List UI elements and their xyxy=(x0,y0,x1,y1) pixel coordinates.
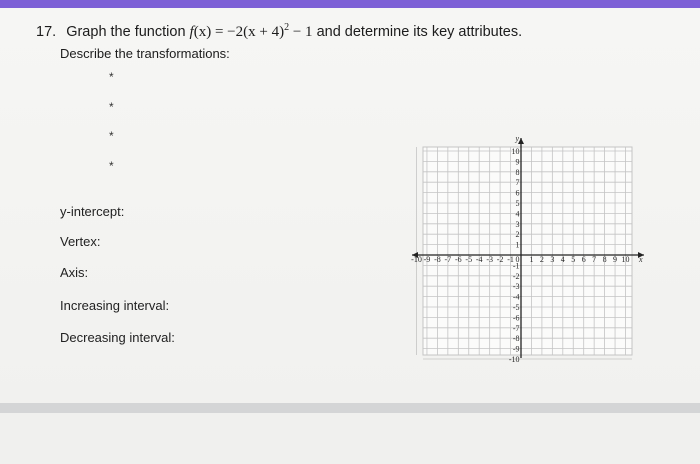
x-tick-label: 3 xyxy=(550,255,555,264)
y-tick-label: -6 xyxy=(512,313,520,323)
y-tick-label: -3 xyxy=(512,282,520,292)
y-tick-label: 1 xyxy=(515,240,520,250)
y-tick-label: -9 xyxy=(512,344,520,354)
y-tick-label: 5 xyxy=(515,199,520,208)
y-tick-label: -7 xyxy=(512,323,520,333)
question-suffix: and determine its key attributes. xyxy=(312,24,523,40)
x-tick-label: 8 xyxy=(602,255,607,264)
transformations-heading: Describe the transformations: xyxy=(60,46,230,61)
next-question-area xyxy=(0,413,700,464)
transformation-bullet-4: * xyxy=(109,159,114,173)
y-tick-label: -8 xyxy=(512,334,520,344)
x-tick-label: -1 xyxy=(507,255,514,264)
x-tick-label: -5 xyxy=(465,255,473,264)
x-tick-label: 9 xyxy=(613,255,618,264)
x-tick-label: 6 xyxy=(581,255,586,264)
x-tick-label: -8 xyxy=(434,255,441,264)
y-tick-label: 6 xyxy=(515,188,520,198)
y-tick-label: -4 xyxy=(512,292,520,302)
function-variable: (x) xyxy=(193,24,212,40)
axis-label: Axis: xyxy=(60,265,89,280)
y-tick-label: -1 xyxy=(512,261,520,271)
increasing-interval-label: Increasing interval: xyxy=(60,298,170,313)
transformation-bullet-2: * xyxy=(109,100,114,114)
question-prefix: Graph the function xyxy=(66,24,190,40)
y-tick-label: 10 xyxy=(511,147,520,156)
x-tick-label: 1 xyxy=(529,255,534,264)
x-tick-label: -3 xyxy=(486,255,493,264)
y-axis-label: y xyxy=(515,134,519,143)
transformation-bullet-3: * xyxy=(109,129,114,143)
x-tick-label: -4 xyxy=(475,255,483,264)
x-tick-label: 10 xyxy=(621,255,630,264)
y-tick-label: 7 xyxy=(515,178,520,188)
x-tick-label: 4 xyxy=(560,255,565,264)
function-tail: − 1 xyxy=(289,24,313,40)
function-name: f xyxy=(189,24,194,40)
section-divider xyxy=(0,403,700,413)
transformation-bullet-1: * xyxy=(109,70,114,84)
y-tick-label: 3 xyxy=(515,219,520,229)
x-tick-label: -9 xyxy=(423,255,431,264)
y-tick-label: -2 xyxy=(512,271,520,281)
y-tick-label: 9 xyxy=(515,157,520,167)
x-tick-label: -7 xyxy=(444,255,452,264)
x-tick-label: 5 xyxy=(571,255,576,264)
x-tick-label: -10 xyxy=(411,255,422,264)
y-tick-label: -5 xyxy=(512,303,520,312)
question-number: 17. xyxy=(36,24,57,40)
origin-label: 0 xyxy=(515,255,520,264)
y-tick-label: 4 xyxy=(515,209,520,219)
y-intercept-label: y-intercept: xyxy=(60,204,125,219)
function-equation: = −2(x + 4) xyxy=(211,24,285,40)
y-tick-label: -10 xyxy=(508,355,520,364)
function-exponent: 2 xyxy=(284,22,290,33)
x-tick-label: -2 xyxy=(496,255,504,264)
x-tick-label: 7 xyxy=(592,255,597,264)
grid-background xyxy=(423,147,632,355)
vertex-label: Vertex: xyxy=(60,234,101,249)
x-axis-label: x xyxy=(639,255,643,264)
x-tick-label: -6 xyxy=(454,255,462,264)
y-tick-label: 2 xyxy=(515,230,520,240)
decreasing-interval-label: Decreasing interval: xyxy=(60,330,175,345)
x-tick-label: 2 xyxy=(539,255,544,264)
y-tick-label: 8 xyxy=(515,167,520,177)
